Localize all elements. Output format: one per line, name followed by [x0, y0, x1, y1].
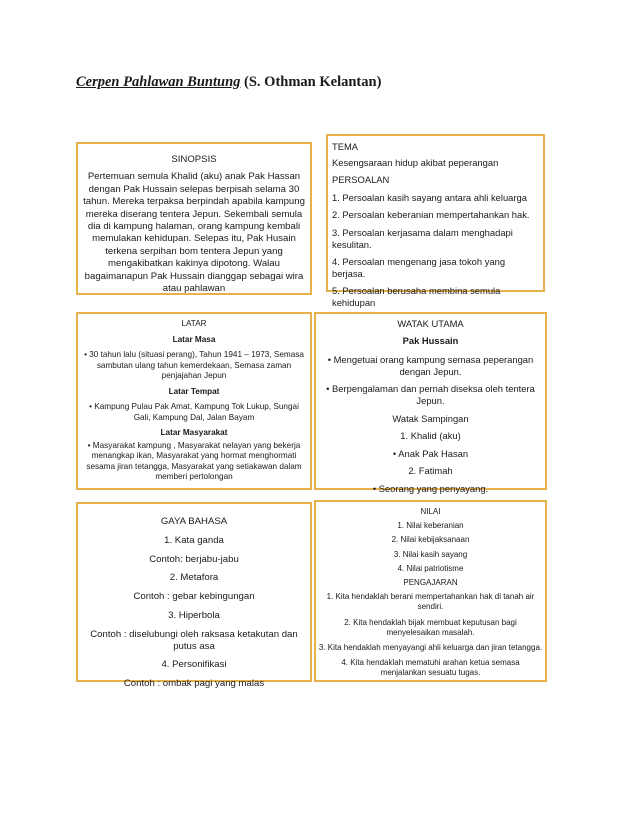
- latar-masyarakat-text: • Masyarakat kampung , Masyarakat nelayan yang bekerja menangkap ikan, Masyarakat yang hormat menghormati sesama jiran tetangga, Masyarakat yang setiakawan dalam memberi pertolongan: [86, 440, 302, 481]
- watak-heading: WATAK UTAMA: [397, 318, 464, 329]
- watak-sampingan-item: 1. Khalid (aku): [400, 430, 461, 442]
- latar-tempat-text: • Kampung Pulau Pak Amat, Kampung Tok Lukup, Sungai Gali, Kampung Dal, Jalan Bayam: [89, 402, 299, 422]
- gaya-item: Contoh : gebar kebingungan: [133, 591, 255, 603]
- nilai-heading: NILAI: [420, 507, 441, 516]
- gaya-item: 2. Metafora: [169, 572, 219, 584]
- gaya-item: Contoh : diselubungi oleh raksasa ketakutan dan putus asa: [90, 628, 298, 652]
- pengajaran-item: 1. Kita hendaklah berani mempertahankan hak di tanah air sendiri.: [326, 592, 535, 612]
- persoalan-item: 5. Persoalan berusaha membina semula kehidupan: [332, 285, 501, 308]
- title-story-name: Cerpen Pahlawan Buntung: [76, 74, 241, 90]
- title-author: (S. Othman Kelantan): [240, 74, 382, 90]
- watak-utama-item: • Mengetuai orang kampung semasa peperangan dengan Jepun.: [327, 354, 534, 377]
- nilai-item: 3. Nilai kasih sayang: [393, 549, 468, 559]
- watak-sampingan-heading: Watak Sampingan: [392, 412, 469, 424]
- latar-masa-text: • 30 tahun lalu (situasi perang), Tahun 1941 – 1973, Semasa sambutan ulang tahun kemerdekaan, Semasa zaman penjajahan Jepun: [84, 350, 304, 380]
- gaya-item: 1. Kata ganda: [164, 534, 224, 546]
- tema-box: [326, 134, 545, 308]
- gaya-bahasa-box: [76, 502, 312, 690]
- persoalan-item: 1. Persoalan kasih sayang antara ahli keluarga: [332, 191, 527, 203]
- watak-box: [314, 312, 547, 494]
- gaya-item: 4. Personifikasi: [161, 659, 227, 671]
- pengajaran-heading: PENGAJARAN: [403, 578, 458, 588]
- gaya-item: Contoh : ombak pagi yang malas: [123, 678, 265, 690]
- watak-utama-name: Pak Hussain: [402, 334, 459, 346]
- gaya-heading: GAYA BAHASA: [160, 516, 228, 527]
- pengajaran-item: 4. Kita hendaklah mematuhi arahan ketua semasa menjalankan sesuatu tugas.: [341, 658, 520, 678]
- tema-text: Kesengsaraan hidup akibat peperangan: [332, 156, 499, 168]
- latar-masyarakat-heading: Latar Masyarakat: [160, 428, 228, 437]
- nilai-item: 4. Nilai patriotisme: [397, 563, 464, 573]
- watak-sampingan-item: • Seorang yang penyayang.: [372, 482, 489, 494]
- sinopsis-heading: SINOPSIS: [171, 154, 217, 165]
- tema-heading: TEMA: [332, 141, 359, 152]
- gaya-item: 3. Hiperbola: [168, 609, 220, 621]
- persoalan-item: 2. Persoalan keberanian mempertahankan hak.: [332, 209, 530, 221]
- watak-sampingan-item: 2. Fatimah: [408, 465, 453, 477]
- gaya-item: Contoh: berjabu-jabu: [149, 553, 239, 565]
- persoalan-heading: PERSOALAN: [332, 174, 390, 186]
- sinopsis-box: [76, 142, 312, 295]
- watak-utama-item: • Berpengalaman dan pernah diseksa oleh tentera Jepun.: [326, 383, 535, 406]
- watak-sampingan-item: • Anak Pak Hasan: [392, 447, 469, 459]
- pengajaran-item: 3. Kita hendaklah menyayangi ahli keluarga dan jiran tetangga.: [318, 643, 543, 653]
- page-title: [76, 74, 381, 91]
- latar-heading: LATAR: [181, 319, 207, 328]
- pengajaran-item: 2. Kita hendaklah bijak membuat keputusan bagi menyelesaikan masalah.: [344, 617, 517, 637]
- latar-masa-heading: Latar Masa: [172, 334, 216, 344]
- nilai-item: 1. Nilai keberanian: [397, 521, 464, 531]
- persoalan-item: 3. Persoalan kerjasama dalam menghadapi kesulitan.: [332, 226, 513, 250]
- latar-tempat-heading: Latar Tempat: [168, 386, 220, 396]
- sinopsis-text: Pertemuan semula Khalid (aku) anak Pak Hassan dengan Pak Hussain selepas berpisah selama 30 tahun. Mereka terpaksa berpindah apabila kampung mereka diserang tentera Jepun. Sekembali semula dia di kampung halaman, orang kampung kembali memulakan kehidupan. Selepas itu, Pak Husain terkena serpihan bom tentera Jepun yang mengakibatkan kakinya dipotong. Walau bagaimanapun Pak Hussain dianggap sebagai wira atau pahlawan: [83, 171, 305, 295]
- nilai-box: [314, 500, 547, 682]
- nilai-item: 2. Nilai kebijaksanaan: [391, 535, 470, 545]
- persoalan-item: 4. Persoalan mengenang jasa tokoh yang berjasa.: [332, 256, 506, 279]
- latar-box: [76, 312, 312, 490]
